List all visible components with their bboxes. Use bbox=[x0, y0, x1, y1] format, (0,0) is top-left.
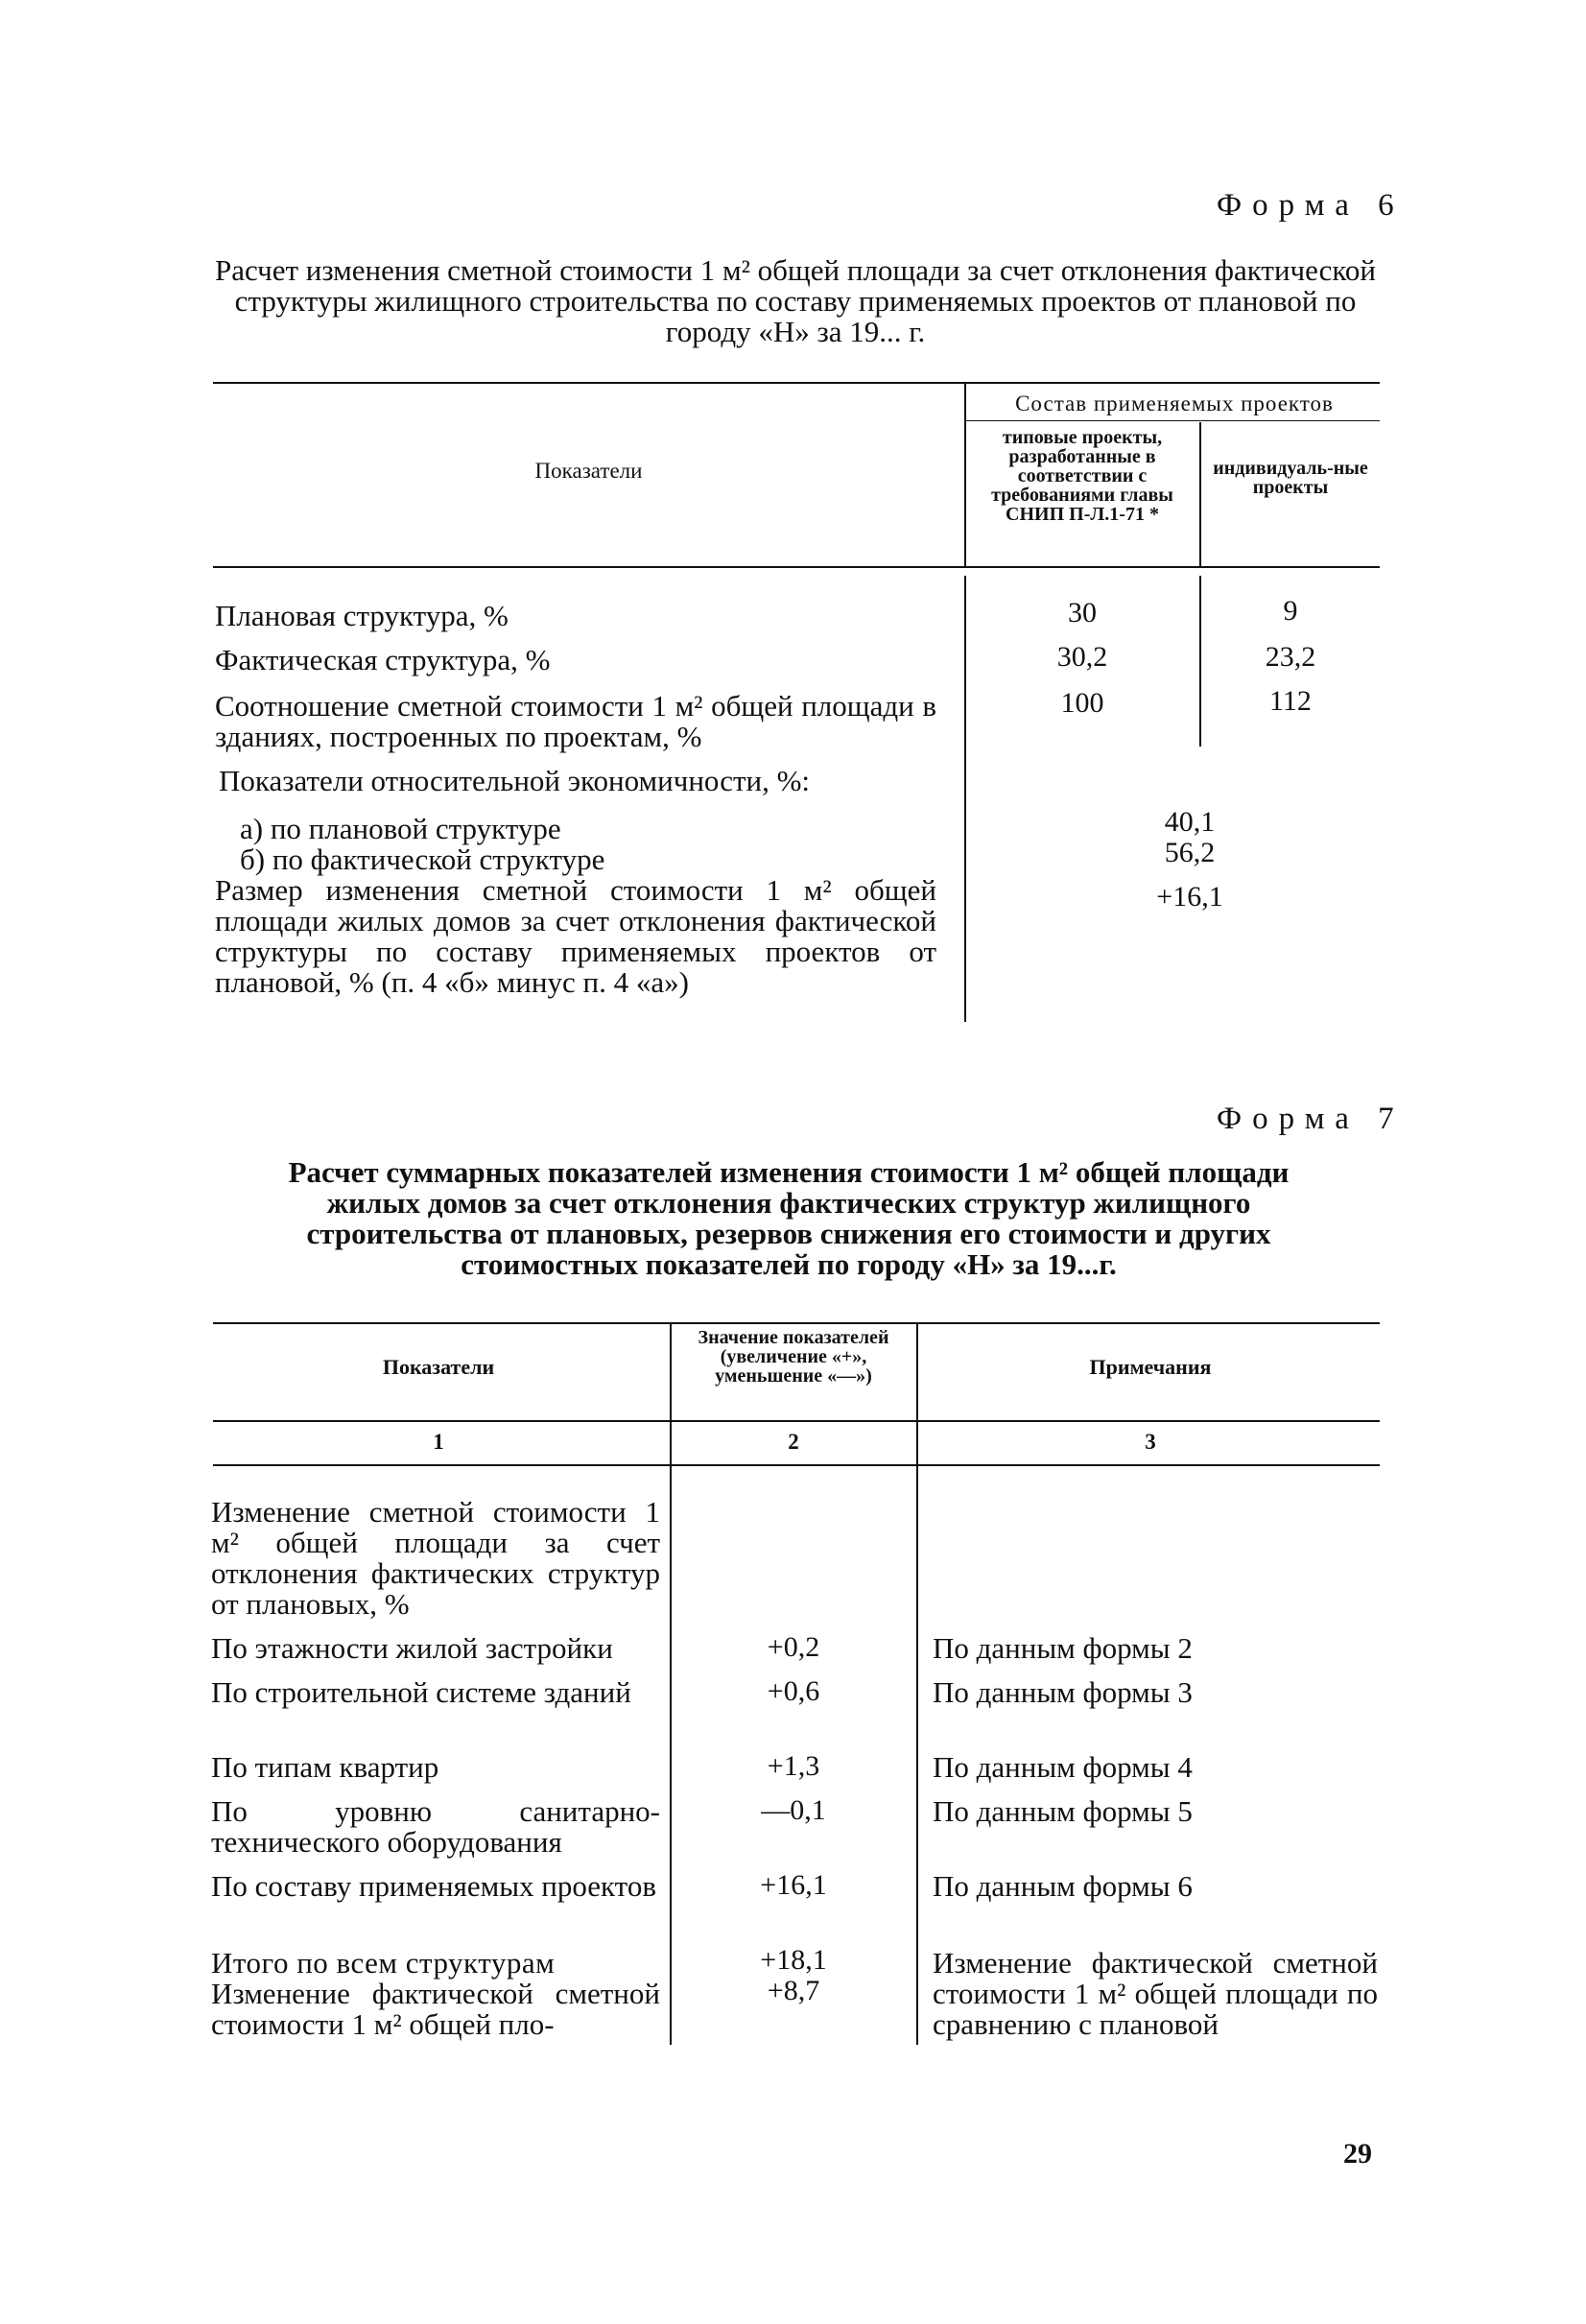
form7-row-floors-note: По данным формы 2 bbox=[933, 1631, 1193, 1665]
form7-row-building-system-label: По строительной системе зданий bbox=[211, 1675, 631, 1709]
form6-econ-a-label: а) по плановой структуре bbox=[240, 812, 561, 845]
form7-total-label: Итого по всем структурам bbox=[211, 1946, 556, 1980]
form7-header-indicators: Показатели bbox=[382, 1355, 495, 1379]
form7-total-value: +18,1 bbox=[760, 1944, 827, 1976]
form6-group-rule bbox=[964, 420, 1380, 421]
form6-header-bottom-rule bbox=[213, 566, 1380, 568]
form6-label: Форма 6 bbox=[1217, 188, 1405, 223]
form7-row-building-system-value: +0,6 bbox=[767, 1675, 820, 1707]
form6-row-ratio-label: Соотношение сметной стоимости 1 м² общей площади в зданиях, построенных по проектам, % bbox=[215, 689, 936, 753]
form6-row-planned-label: Плановая структура, % bbox=[215, 599, 509, 632]
form6-row-ratio-typical: 100 bbox=[1060, 687, 1104, 719]
form7-header-notes: Примечания bbox=[1089, 1355, 1212, 1379]
form7-row-apartment-types-note: По данным формы 4 bbox=[933, 1750, 1193, 1784]
form6-header-individual: индивидуаль-ные проекты bbox=[1213, 458, 1368, 498]
form7-colnum-rule bbox=[213, 1464, 1380, 1466]
form6-row-actual-individual: 23,2 bbox=[1265, 641, 1316, 673]
form6-econ-heading: Показатели относительной экономичности, %: bbox=[219, 764, 811, 797]
form6-col-divider-2 bbox=[1199, 422, 1201, 566]
form7-top-rule bbox=[213, 1322, 1380, 1324]
form6-row-planned-typical: 30 bbox=[1068, 597, 1097, 628]
form7-body-divider-2 bbox=[916, 1474, 918, 2045]
form6-row-ratio-individual: 112 bbox=[1269, 685, 1312, 717]
form7-row-projects-label: По составу применяемых проектов bbox=[211, 1869, 656, 1903]
form7-row-sanitary-label: По уровню санитарно-технического оборудования bbox=[211, 1794, 660, 1859]
form7-row-sanitary-note: По данным формы 5 bbox=[933, 1794, 1193, 1828]
form6-econ-b-label: б) по фактической структуре bbox=[240, 842, 605, 876]
form7-colnum-3: 3 bbox=[1145, 1430, 1156, 1454]
form7-row-floors-label: По этажности жилой застройки bbox=[211, 1631, 613, 1665]
form7-row-change-structures-label: Изменение сметной стоимости 1 м² общей площади за счет отклонения фактических структур от плановых, % bbox=[211, 1495, 660, 1621]
form7-row-building-system-note: По данным формы 3 bbox=[933, 1675, 1193, 1709]
form7-header-values: Значение показателей (увеличение «+», уменьшение «—») bbox=[698, 1327, 889, 1387]
form7-row-floors-value: +0,2 bbox=[767, 1631, 820, 1663]
form7-header-bottom-rule bbox=[213, 1420, 1380, 1422]
form7-row-apartment-types-value: +1,3 bbox=[767, 1750, 820, 1782]
form6-title: Расчет изменения сметной стоимости 1 м² общей площади за счет отклонения фактической структуры жилищного строительства по составу применяемых проектов от плановой по городу «Н» за 19... г. bbox=[214, 253, 1377, 348]
form7-row-sanitary-value: —0,1 bbox=[761, 1794, 826, 1826]
form7-row-apartment-types-label: По типам квартир bbox=[211, 1750, 439, 1784]
form7-col-divider-1 bbox=[670, 1322, 672, 1474]
form6-col-divider-1 bbox=[964, 382, 966, 566]
form7-colnum-1: 1 bbox=[433, 1430, 444, 1454]
form7-col-divider-2 bbox=[916, 1322, 918, 1474]
form6-header-typical: типовые проекты, разработанные в соответствии с требованиями главы СНИП П-Л.1-71 * bbox=[991, 427, 1173, 525]
form6-header-group: Состав применяемых проектов bbox=[1015, 391, 1334, 415]
form6-top-rule bbox=[213, 382, 1380, 384]
form6-row-planned-individual: 9 bbox=[1283, 595, 1298, 627]
form7-actual-change-value: +8,7 bbox=[767, 1975, 820, 2006]
form6-change-label: Размер изменения сметной стоимости 1 м² общей площади жилых домов за счет отклонения фактической структуры по составу применяемых проектов от плановой, % (п. 4 «б» минус п. 4 «а») bbox=[215, 873, 936, 999]
form7-actual-change-note: Изменение фактической сметной стоимости 1 м² общей площади по сравнению с плановой bbox=[933, 1946, 1378, 2041]
page-number: 29 bbox=[1343, 2138, 1372, 2170]
form6-header-indicators: Показатели bbox=[534, 459, 643, 483]
form6-econ-b-value: 56,2 bbox=[1164, 837, 1216, 868]
form6-change-value: +16,1 bbox=[1156, 881, 1223, 913]
form6-body-divider-2 bbox=[1199, 576, 1201, 747]
form6-body-divider-1 bbox=[964, 576, 966, 1022]
form7-title: Расчет суммарных показателей изменения стоимости 1 м² общей площади жилых домов за счет отклонения фактических структур жилищного строительства от плановых, резервов снижения его стоимости и других стоимостных показателей по городу «Н» за 19...г. bbox=[288, 1155, 1290, 1281]
form7-row-projects-value: +16,1 bbox=[760, 1869, 827, 1901]
form6-row-actual-label: Фактическая структура, % bbox=[215, 643, 551, 676]
form7-label: Форма 7 bbox=[1217, 1102, 1405, 1136]
form7-actual-change-label: Изменение фактической сметной стоимости 1 м² общей пло- bbox=[211, 1977, 660, 2041]
form6-row-actual-typical: 30,2 bbox=[1056, 641, 1108, 673]
form7-body-divider-1 bbox=[670, 1474, 672, 2045]
form7-colnum-2: 2 bbox=[788, 1430, 799, 1454]
form7-row-projects-note: По данным формы 6 bbox=[933, 1869, 1193, 1903]
form6-econ-a-value: 40,1 bbox=[1164, 806, 1216, 838]
